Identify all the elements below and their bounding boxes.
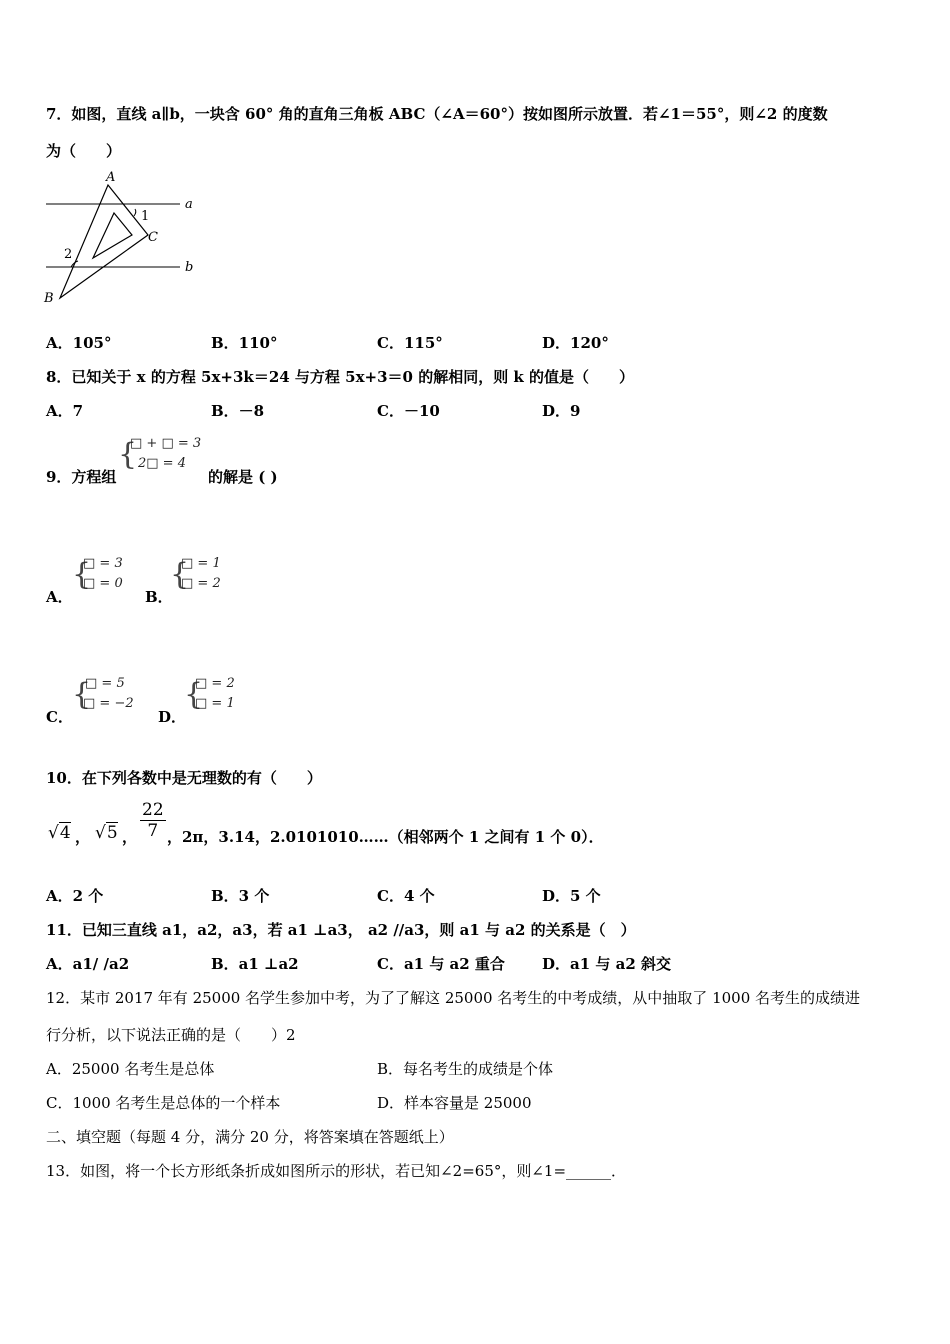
q7-option-d[interactable]: D．120° — [542, 334, 609, 352]
label-A: A — [106, 170, 116, 185]
q10-sqrt5: √5 — [95, 823, 118, 843]
q10-comma-2: ， — [122, 828, 138, 846]
q11-text: 11．已知三直线 a1，a2，a3，若 a1 ⊥a3， a2 //a3，则 a1 与 a2 的关系是（ ） — [46, 921, 636, 939]
q9-option-d-eq1: □ = 2 — [195, 676, 235, 691]
q9-option-b[interactable]: { □ = 1 □ = 2 — [170, 556, 221, 592]
q8-text: 8．已知关于 x 的方程 5x+3k＝24 与方程 5x+3＝0 的解相同，则 k 的值是（ ） — [46, 368, 635, 386]
q9-system-eq1: □ + □ = 3 — [130, 436, 202, 451]
q7-figure — [40, 165, 210, 310]
label-B: B — [44, 291, 54, 306]
q9-option-a-label[interactable]: A． — [46, 588, 73, 606]
q11-option-a[interactable]: A．a1/ /a2 — [46, 955, 130, 973]
label-1: 1 — [141, 209, 150, 224]
triangle-outer — [60, 185, 148, 298]
q7-option-c[interactable]: C．115° — [377, 334, 443, 352]
q10-option-b[interactable]: B．3 个 — [211, 887, 270, 905]
q9-option-c-eq1: □ = 5 — [85, 676, 125, 691]
q13-text: 13．如图，将一个长方形纸条折成如图所示的形状，若已知∠2=65°，则∠1=______． — [46, 1162, 627, 1180]
q10-option-d[interactable]: D．5 个 — [542, 887, 601, 905]
q9-suffix: 的解是 ( ) — [208, 468, 278, 486]
q10-text: 10．在下列各数中是无理数的有（ ） — [46, 769, 322, 787]
q11-option-d[interactable]: D．a1 与 a2 斜交 — [542, 955, 671, 973]
q12-option-c[interactable]: C．1000 名考生是总体的一个样本 — [46, 1094, 281, 1112]
q9-option-b-eq2: □ = 2 — [181, 576, 221, 591]
section2-heading: 二、填空题（每题 4 分，满分 20 分，将答案填在答题纸上） — [46, 1128, 454, 1146]
q7-option-a[interactable]: A．105° — [46, 334, 112, 352]
q10-fraction-num: 22 — [142, 800, 164, 820]
q12-option-a[interactable]: A．25000 名考生是总体 — [46, 1060, 215, 1078]
q9-option-b-eq1: □ = 1 — [181, 556, 221, 571]
q9-option-d-label[interactable]: D． — [158, 708, 187, 726]
q9-prefix: 9．方程组 — [46, 468, 117, 486]
q8-option-c[interactable]: C．－10 — [377, 402, 440, 420]
q10-comma-1: ， — [75, 828, 91, 846]
q9-option-c[interactable]: { □ = 5 □ = −2 — [72, 676, 134, 712]
label-a: a — [185, 197, 193, 212]
q10-fraction — [140, 800, 166, 841]
q9-option-d[interactable]: { □ = 2 □ = 1 — [184, 676, 235, 712]
q9-option-b-label[interactable]: B． — [145, 588, 173, 606]
q12-text-line1: 12．某市 2017 年有 25000 名学生参加中考，为了了解这 25000 名考生的中考成绩，从中抽取了 1000 名考生的成绩进 — [46, 989, 861, 1007]
q10-fraction-den: 7 — [147, 821, 159, 841]
q9-system: { □ + □ = 3 2□ = 4 — [118, 436, 202, 472]
q10-rest: ，2π，3.14，2.0101010……（相邻两个 1 之间有 1 个 0）． — [167, 828, 604, 846]
q10-sqrt4: √4 — [48, 823, 71, 843]
q11-option-c[interactable]: C．a1 与 a2 重合 — [377, 955, 505, 973]
q12-option-b[interactable]: B．每名考生的成绩是个体 — [377, 1060, 554, 1078]
q8-option-b[interactable]: B．－8 — [211, 402, 265, 420]
q12-option-d[interactable]: D．样本容量是 25000 — [377, 1094, 532, 1112]
q11-option-b[interactable]: B．a1 ⊥a2 — [211, 955, 299, 973]
q9-option-c-label[interactable]: C． — [46, 708, 73, 726]
q10-option-c[interactable]: C．4 个 — [377, 887, 435, 905]
label-C: C — [148, 230, 158, 245]
q12-text-line2: 行分析，以下说法正确的是（ ）2 — [46, 1026, 296, 1044]
q9-option-d-eq2: □ = 1 — [195, 696, 235, 711]
q8-option-d[interactable]: D．9 — [542, 402, 581, 420]
q9-option-a-eq2: □ = 0 — [83, 576, 123, 591]
q10-option-a[interactable]: A．2 个 — [46, 887, 104, 905]
q9-option-c-eq2: □ = −2 — [83, 696, 134, 711]
q7-text-line2: 为（ ） — [46, 142, 122, 160]
q9-option-a[interactable]: { □ = 3 □ = 0 — [72, 556, 123, 592]
label-2: 2 — [64, 247, 73, 262]
label-b: b — [185, 260, 194, 275]
q9-system-eq2: 2□ = 4 — [138, 456, 186, 471]
q8-option-a[interactable]: A．7 — [46, 402, 84, 420]
q7-option-b[interactable]: B．110° — [211, 334, 278, 352]
q9-option-a-eq1: □ = 3 — [83, 556, 123, 571]
q7-text-line1: 7．如图，直线 a∥b，一块含 60° 角的直角三角板 ABC（∠A＝60°）按如图所示放置．若∠1＝55°，则∠2 的度数 — [46, 105, 828, 123]
